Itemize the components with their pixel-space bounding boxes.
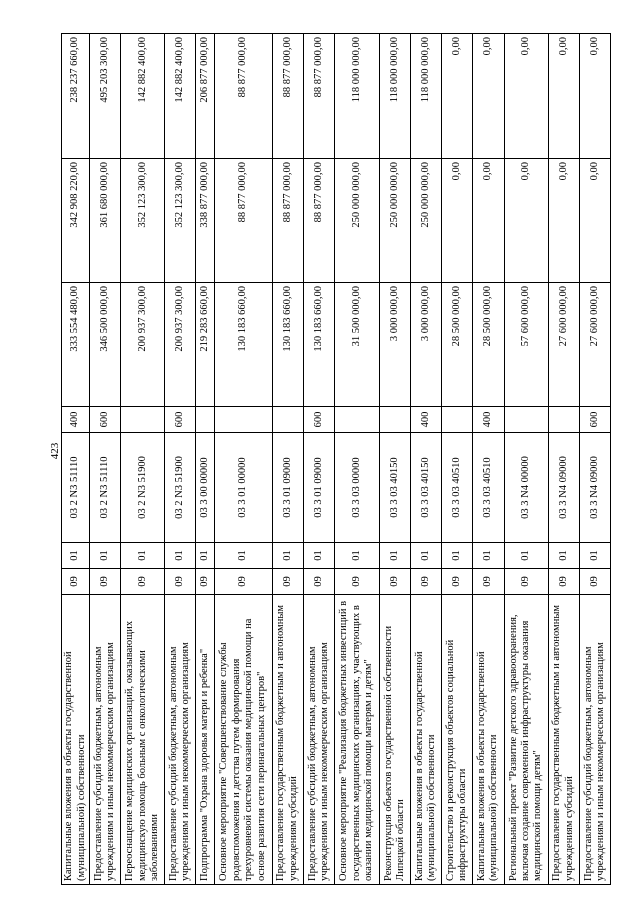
row-subsection: 01 <box>579 543 610 569</box>
row-amount-2: 88 877 000,00 <box>214 159 272 283</box>
row-amount-1: 28 500 000,00 <box>442 283 473 407</box>
row-amount-2: 0,00 <box>473 159 504 283</box>
table-row <box>121 34 165 885</box>
row-expense-type <box>272 407 303 433</box>
row-subsection: 01 <box>272 543 303 569</box>
row-name: Предоставление субсидий бюджетным, автономным учреждениям и иным некоммерческим организациям <box>165 595 196 885</box>
row-subsection: 01 <box>121 543 165 569</box>
row-amount-1: 28 500 000,00 <box>473 283 504 407</box>
table-row <box>272 34 303 885</box>
row-expense-type <box>196 407 214 433</box>
row-amount-1: 346 500 000,00 <box>90 283 121 407</box>
row-target-code: 03 3 03 40510 <box>442 433 473 543</box>
row-amount-1: 27 600 000,00 <box>579 283 610 407</box>
row-name: Переоснащение медицинских организаций, оказывающих медицинскую помощь больным с онкологическими заболеваниями <box>121 595 165 885</box>
table-row <box>380 34 411 885</box>
row-expense-type <box>548 407 579 433</box>
table-row <box>504 34 548 885</box>
row-subsection: 01 <box>548 543 579 569</box>
table-row <box>442 34 473 885</box>
row-section: 09 <box>272 569 303 595</box>
row-expense-type: 400 <box>62 407 90 433</box>
row-subsection: 01 <box>214 543 272 569</box>
table-row <box>90 34 121 885</box>
row-name: Предоставление государственным бюджетным и автономным учреждениям субсидий <box>548 595 579 885</box>
row-amount-2: 0,00 <box>548 159 579 283</box>
row-name: Региональный проект "Развитие детского здравоохранения, включая создание современной инфраструктуры оказания медицинской помощи детям" <box>504 595 548 885</box>
row-amount-3: 0,00 <box>442 34 473 159</box>
row-expense-type <box>504 407 548 433</box>
row-amount-3: 0,00 <box>579 34 610 159</box>
row-amount-3: 0,00 <box>473 34 504 159</box>
table-row <box>473 34 504 885</box>
row-target-code: 03 3 01 09000 <box>303 433 334 543</box>
row-section: 09 <box>334 569 379 595</box>
row-amount-2: 0,00 <box>579 159 610 283</box>
row-amount-1: 31 500 000,00 <box>334 283 379 407</box>
row-name: Капитальные вложения в объекты государственной (муниципальной) собственности <box>473 595 504 885</box>
row-target-code: 03 3 01 00000 <box>214 433 272 543</box>
row-target-code: 03 3 01 09000 <box>272 433 303 543</box>
row-amount-1: 200 937 300,00 <box>121 283 165 407</box>
row-name: Подпрограмма "Охрана здоровья матери и ребенка" <box>196 595 214 885</box>
row-section: 09 <box>62 569 90 595</box>
row-target-code: 03 3 N4 09000 <box>548 433 579 543</box>
row-expense-type: 400 <box>411 407 442 433</box>
row-amount-2: 342 908 220,00 <box>62 159 90 283</box>
row-amount-3: 118 000 000,00 <box>380 34 411 159</box>
row-name: Предоставление государственным бюджетным и автономным учреждениям субсидий <box>272 595 303 885</box>
row-name: Капитальные вложения в объекты государственной (муниципальной) собственности <box>62 595 90 885</box>
row-expense-type: 600 <box>303 407 334 433</box>
budget-table-body <box>62 34 611 885</box>
row-section: 09 <box>165 569 196 595</box>
row-target-code: 03 3 N4 09000 <box>579 433 610 543</box>
row-name: Основное мероприятие "Реализация бюджетных инвестиций в государственных медицинских организациях, участвующих в оказании медицинской помощи матерям и детям" <box>334 595 379 885</box>
row-name: Предоставление субсидий бюджетным, автономным учреждениям и иным некоммерческим организациям <box>579 595 610 885</box>
row-amount-3: 495 203 300,00 <box>90 34 121 159</box>
row-amount-2: 352 123 300,00 <box>165 159 196 283</box>
row-expense-type: 600 <box>579 407 610 433</box>
row-name: Реконструкция объектов государственной собственности Липецкой области <box>380 595 411 885</box>
table-row <box>196 34 214 885</box>
row-section: 09 <box>579 569 610 595</box>
row-section: 09 <box>473 569 504 595</box>
row-section: 09 <box>442 569 473 595</box>
page-number: 423 <box>49 442 61 460</box>
row-amount-1: 3 000 000,00 <box>380 283 411 407</box>
row-name: Предоставление субсидий бюджетным, автономным учреждениям и иным некоммерческим организациям <box>303 595 334 885</box>
row-amount-2: 250 000 000,00 <box>411 159 442 283</box>
row-amount-1: 57 600 000,00 <box>504 283 548 407</box>
row-section: 09 <box>504 569 548 595</box>
row-subsection: 01 <box>411 543 442 569</box>
row-subsection: 01 <box>380 543 411 569</box>
row-amount-2: 88 877 000,00 <box>272 159 303 283</box>
table-row <box>411 34 442 885</box>
table-row <box>303 34 334 885</box>
row-amount-3: 142 882 400,00 <box>165 34 196 159</box>
row-expense-type: 600 <box>165 407 196 433</box>
rotated-page <box>61 34 611 885</box>
row-target-code: 03 3 03 40510 <box>473 433 504 543</box>
row-target-code: 03 2 N3 51900 <box>121 433 165 543</box>
row-target-code: 03 2 N3 51110 <box>90 433 121 543</box>
row-name: Строительство и реконструкция объектов социальной инфраструктуры области <box>442 595 473 885</box>
row-subsection: 01 <box>334 543 379 569</box>
row-expense-type: 400 <box>473 407 504 433</box>
row-name: Основное мероприятие "Совершенствование службы родовспоможения и детства путем формирования трехуровневой системы оказания медицинской помощи на основе развития сети перинатальных центров" <box>214 595 272 885</box>
row-section: 09 <box>303 569 334 595</box>
row-amount-3: 88 877 000,00 <box>214 34 272 159</box>
row-amount-1: 130 183 660,00 <box>303 283 334 407</box>
row-amount-3: 88 877 000,00 <box>303 34 334 159</box>
row-amount-3: 142 882 400,00 <box>121 34 165 159</box>
row-expense-type <box>214 407 272 433</box>
row-amount-3: 118 000 000,00 <box>411 34 442 159</box>
row-expense-type <box>380 407 411 433</box>
table-row <box>62 34 90 885</box>
row-target-code: 03 2 N3 51900 <box>165 433 196 543</box>
row-expense-type <box>334 407 379 433</box>
row-target-code: 03 2 N3 51110 <box>62 433 90 543</box>
row-subsection: 01 <box>303 543 334 569</box>
row-target-code: 03 3 03 40150 <box>411 433 442 543</box>
row-name: Предоставление субсидий бюджетным, автономным учреждениям и иным некоммерческим организациям <box>90 595 121 885</box>
row-amount-1: 219 283 660,00 <box>196 283 214 407</box>
row-section: 09 <box>214 569 272 595</box>
row-amount-3: 206 877 000,00 <box>196 34 214 159</box>
row-subsection: 01 <box>165 543 196 569</box>
row-subsection: 01 <box>90 543 121 569</box>
row-amount-1: 130 183 660,00 <box>272 283 303 407</box>
row-subsection: 01 <box>473 543 504 569</box>
row-section: 09 <box>411 569 442 595</box>
row-section: 09 <box>196 569 214 595</box>
row-subsection: 01 <box>196 543 214 569</box>
row-amount-1: 333 554 480,00 <box>62 283 90 407</box>
row-target-code: 03 3 00 00000 <box>196 433 214 543</box>
row-target-code: 03 3 03 40150 <box>380 433 411 543</box>
row-subsection: 01 <box>504 543 548 569</box>
row-amount-2: 0,00 <box>504 159 548 283</box>
budget-table <box>61 33 611 885</box>
row-amount-3: 88 877 000,00 <box>272 34 303 159</box>
row-amount-3: 0,00 <box>548 34 579 159</box>
row-amount-1: 27 600 000,00 <box>548 283 579 407</box>
row-target-code: 03 3 03 00000 <box>334 433 379 543</box>
row-amount-1: 200 937 300,00 <box>165 283 196 407</box>
row-expense-type <box>442 407 473 433</box>
row-name: Капитальные вложения в объекты государственной (муниципальной) собственности <box>411 595 442 885</box>
row-subsection: 01 <box>442 543 473 569</box>
table-row <box>165 34 196 885</box>
table-row <box>548 34 579 885</box>
row-amount-3: 238 237 660,00 <box>62 34 90 159</box>
row-subsection: 01 <box>62 543 90 569</box>
row-section: 09 <box>548 569 579 595</box>
row-amount-1: 130 183 660,00 <box>214 283 272 407</box>
row-target-code: 03 3 N4 00000 <box>504 433 548 543</box>
row-section: 09 <box>121 569 165 595</box>
row-amount-2: 0,00 <box>442 159 473 283</box>
row-expense-type <box>121 407 165 433</box>
row-amount-2: 250 000 000,00 <box>380 159 411 283</box>
row-section: 09 <box>90 569 121 595</box>
row-amount-3: 0,00 <box>504 34 548 159</box>
row-amount-2: 361 680 000,00 <box>90 159 121 283</box>
table-row <box>214 34 272 885</box>
table-row <box>334 34 379 885</box>
row-amount-3: 118 000 000,00 <box>334 34 379 159</box>
table-row <box>579 34 610 885</box>
row-amount-2: 352 123 300,00 <box>121 159 165 283</box>
row-amount-1: 3 000 000,00 <box>411 283 442 407</box>
row-section: 09 <box>380 569 411 595</box>
row-expense-type: 600 <box>90 407 121 433</box>
row-amount-2: 88 877 000,00 <box>303 159 334 283</box>
row-amount-2: 338 877 000,00 <box>196 159 214 283</box>
row-amount-2: 250 000 000,00 <box>334 159 379 283</box>
